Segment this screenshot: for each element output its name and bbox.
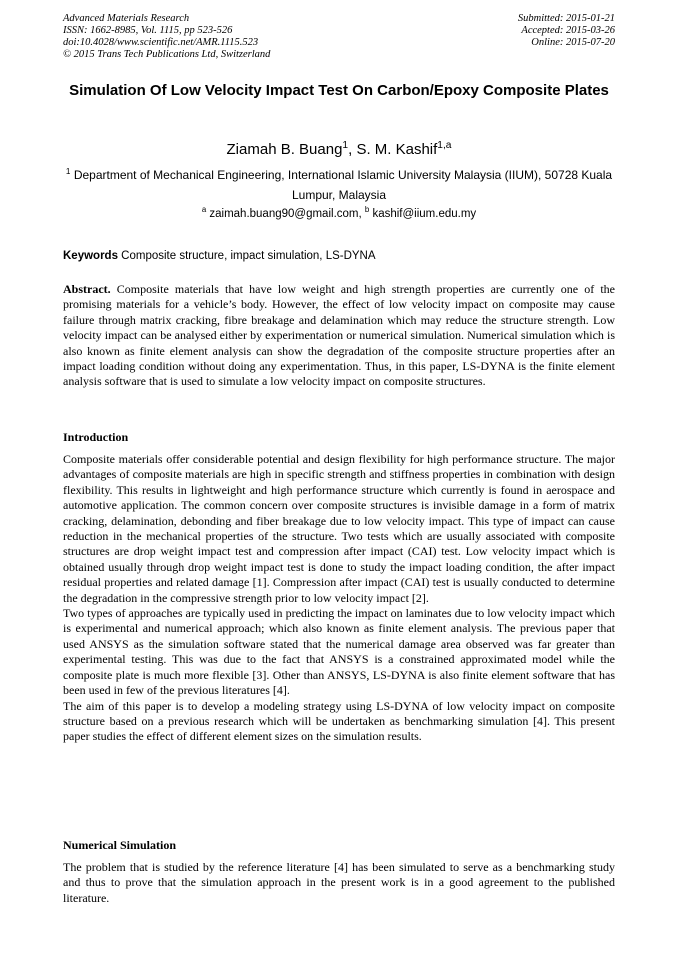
affiliation-text: Department of Mechanical Engineering, International Islamic University Malaysia (IIUM), 50728 Kuala Lumpur, Malaysia bbox=[73, 168, 613, 202]
introduction-body bbox=[63, 452, 615, 745]
body-paragraph: The problem that is studied by the reference literature [4] has been simulated to serve as a benchmarking study and thus to prove that the simulation approach in the present work is in a good agreement to the published literature. bbox=[63, 860, 615, 905]
author-name: S. M. Kashif bbox=[356, 141, 438, 158]
email-marker: a bbox=[201, 205, 207, 215]
numerical-simulation-body bbox=[63, 860, 615, 906]
dates-header bbox=[518, 13, 615, 49]
author-affil-marker: 1 bbox=[342, 140, 349, 151]
keywords bbox=[63, 248, 615, 264]
affiliation bbox=[63, 165, 615, 205]
author-emails bbox=[63, 206, 615, 222]
journal-name: Advanced Materials Research bbox=[63, 13, 190, 24]
section-heading-introduction: Introduction bbox=[63, 430, 129, 444]
body-paragraph: The aim of this paper is to develop a modeling strategy using LS-DYNA of low velocity impact on composite structure based on a previous research which will be undertaken as benchmarking simulation [4]. This present paper studies the effect of different element sizes on the simulation results. bbox=[63, 698, 615, 744]
accepted-date: Accepted: 2015-03-26 bbox=[521, 25, 615, 36]
abstract-paragraph bbox=[63, 282, 615, 390]
author-list bbox=[63, 140, 615, 160]
keywords-text: Composite structure, impact simulation, LS-DYNA bbox=[121, 250, 376, 262]
email-link[interactable]: zaimah.buang90@gmail.com, bbox=[209, 208, 362, 220]
author-name: Ziamah B. Buang bbox=[226, 141, 343, 158]
paper-title: Simulation Of Low Velocity Impact Test On Carbon/Epoxy Composite Plates bbox=[69, 82, 609, 99]
journal-copyright: © 2015 Trans Tech Publications Ltd, Switzerland bbox=[63, 49, 271, 60]
journal-header bbox=[63, 13, 270, 61]
author-separator: , bbox=[348, 141, 357, 158]
journal-doi[interactable]: doi:10.4028/www.scientific.net/AMR.1115.523 bbox=[63, 37, 259, 48]
body-paragraph: Two types of approaches are typically used in predicting the impact on laminates due to low velocity impact which is experimental and numerical approach; which also known as finite element analysis. The previous paper that used ANSYS as the simulation software stated that the numerical damage area observed was far greater than experimental testing. This was due to the fact that ANSYS is a constrained approximated model while the composite plate is much more flexible [3]. Other than ANSYS, LS-DYNA is also finite element software that has been used in few of the previous literatures [4]. bbox=[63, 606, 615, 698]
section-heading-numerical-simulation: Numerical Simulation bbox=[63, 838, 176, 852]
email-link[interactable]: kashif@iium.edu.my bbox=[372, 208, 477, 220]
email-marker: b bbox=[364, 205, 370, 215]
abstract bbox=[63, 282, 615, 390]
submitted-date: Submitted: 2015-01-21 bbox=[517, 13, 615, 24]
journal-issn: ISSN: 1662-8985, Vol. 1115, pp 523-526 bbox=[63, 25, 233, 36]
abstract-label: Abstract. bbox=[63, 282, 111, 296]
body-paragraph: Composite materials offer considerable potential and design flexibility for high performance structure. The major advantages of composite materials are high in specific strength and stiffness properties in combination with design flexibility. This results in lightweight and high performance structure which currently is found in aerospace and automotive application. The common concern over composite structures is invisible damage in a form of matrix cracking, delamination, debonding and fiber breakage due to low velocity impact. This type of impact can cause reduction in the mechanical properties of the structure. Two tests which are usually associated with composite structures are drop weight impact test and compression after impact (CAI) test. Low velocity impact which is obtained usually through drop weight impact test is done to study the impact loading condition, the after impact residual properties and related damage [1]. Compression after impact (CAI) test is usually conducted to determine the degradation in the compressive strength prior to low velocity impact [2]. bbox=[63, 452, 615, 605]
online-date: Online: 2015-07-20 bbox=[531, 37, 615, 48]
abstract-text: Composite materials that have low weight and high strength properties are currently one of the promising materials for a vehicle’s body. However, the effect of low velocity impact on composite may cause failure through matrix cracking, fibre breakage and delamination which may reduce the structure strength. Low velocity impact can be analysed either by experimentation or numerical simulation. Numerical simulation which is also known as finite element analysis can show the degradation of the composite structure properties after an impact loading condition without doing any experimentation. Thus, in this paper, LS-DYNA is the finite element analysis software that is used to simulate a low velocity impact on composite structures. bbox=[63, 282, 615, 389]
affiliation-marker: 1 bbox=[65, 167, 71, 176]
keywords-label: Keywords bbox=[63, 250, 118, 262]
author-affil-marker: 1,a bbox=[437, 140, 452, 151]
